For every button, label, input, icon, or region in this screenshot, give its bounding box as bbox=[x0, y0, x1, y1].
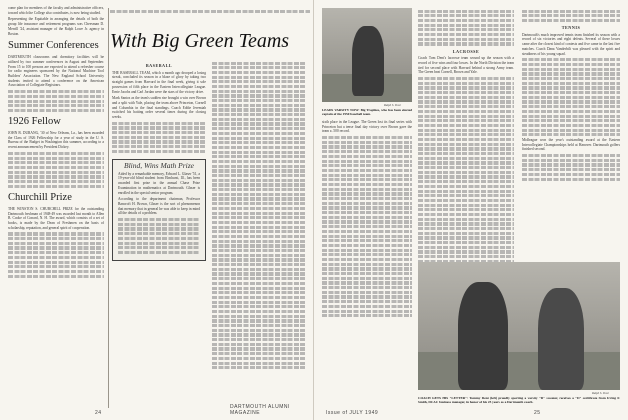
right-page bbox=[314, 0, 628, 420]
photo2-caption: COACH GETS HIS "LETTER": Tommy Dent (left) proudly sporting a varsity "D" sweater, receives a "D" certificate from Irving F. Smith, DCAC business manager, in honor of his 25 years as a Dartmouth coach. bbox=[418, 396, 620, 405]
title-preface-text bbox=[110, 8, 310, 14]
right-column-1 bbox=[322, 120, 412, 319]
left-footer-label: DARTMOUTH ALUMNI MAGAZINE bbox=[230, 404, 290, 416]
right-footer-label: Issue of JULY 1949 bbox=[326, 410, 379, 416]
right-page-number: 25 bbox=[534, 410, 541, 416]
right-col1-body: sixth place in the League. The Green lost its final series with Princeton but a tense final day victory over Brown gave the team a .500 record. bbox=[322, 120, 412, 134]
page-title: With Big Green Teams bbox=[110, 30, 290, 52]
baseball-body-2: Mark Santos as the team's sudden rise brought a win over Brown and a split with Yale, placing the team above Princeton, Cornell and Columbia in the final standings. Coach Eddie Jeremiah switched his batting order several times during the closing weeks. bbox=[112, 96, 206, 120]
left-column-3 bbox=[212, 60, 306, 371]
section-heading-churchill-prize: Churchill Prize bbox=[8, 191, 72, 203]
baseball-captain-photo bbox=[322, 8, 412, 102]
photo1-caption: LEADS VARSITY NOW: Big Trophies, who has been elected captain of the 1950 baseball team. bbox=[322, 108, 412, 117]
section-body-churchill-prize: THE WINSTON S. CHURCHILL PRIZE for the outstanding Dartmouth freshman of 1948-49 was awarded last month to Allen B. Cooke of Conard, N. H. The award, which consists of a set of books, is made by the Dean of Freshmen on the basis of scholarship, reputation, and general spirit of cooperation. bbox=[8, 206, 104, 230]
left-page-number: 24 bbox=[95, 410, 102, 416]
lacrosse-body: Coach Tom Dent's lacrosse team wound up the season with a record of five wins and four losses. In the North Division the team tied for second place with Harvard behind a strong Army team. The Green beat Cornell, Brown and Yale. bbox=[418, 56, 514, 75]
right-column-3 bbox=[522, 8, 620, 182]
left-column-2 bbox=[112, 60, 206, 261]
section-body-summer-conferences: DARTMOUTH classrooms and dormitory facilities will be utilized by two summer conferences in August and September. From 15 to 100 persons are expected to attend a refresher course for radio engineers sponsored by the National Machine Tool Builders' Association. The New England School University students invited to attend a conference on the American Association of Collegiate Registrars. bbox=[8, 55, 104, 88]
right-column-2 bbox=[418, 8, 514, 293]
tennis-subhead: TENNIS bbox=[561, 25, 581, 31]
photo1-credit: Ralph S. Dust bbox=[384, 103, 401, 107]
blind-box-body: Aided by a remarkable memory, Edward L. Glaser '51, a 19-year-old blind student from Elmhurst, Ill., has been awarded first prize in the annual Chase Prize Examination in mathematics at Dartmouth. Glaser is enrolled in the special senior program. bbox=[118, 171, 200, 195]
photo2-credit: Ralph S. Dust bbox=[592, 391, 609, 395]
section-heading-1926-fellow: 1926 Fellow bbox=[8, 116, 61, 128]
baseball-body: THE BASEBALL TEAM, which a month ago drooped a losing streak, concluded its season in a blaze of glory by taking two straight games from Harvard in the final week, giving it sole possession of fifth place in the Eastern Intercollegiate League. Ernie Jacobs and Carl Jordan were the stars of the victory drive. bbox=[112, 70, 206, 94]
baseball-subhead: BASEBALL bbox=[145, 63, 173, 68]
left-folio bbox=[95, 410, 102, 416]
blind-box-title: Blind, Wins Math Prize bbox=[124, 161, 194, 171]
intro-paragraph: come plan for members of the faculty and administrative officers, toward which the College also contributes, is now being studied. bbox=[8, 6, 104, 15]
lacrosse-subhead: LACROSSE bbox=[452, 48, 480, 54]
left-column-1 bbox=[8, 6, 104, 279]
blind-box-body-2: According to the department chairman, Professor Bancroft H. Brown, Glaser is the sort of phenomenon that memory that in general he was able to keep in mind all the details of a problem. bbox=[118, 197, 200, 216]
intro-paragraph-2: Representing the Equitable in arranging the details of both the group life insurance and retirement programs was Cheesman D. Merrill '24, assistant manager of the Ralph Lowe Jr. agency in Boston. bbox=[8, 17, 104, 36]
tennis-body: Dartmouth's much improved tennis team finished its season with a record of six victories and eight defeats. Several of these losses came after the closest kind of contests and five came in the last five matches. Coach Dana Vanderbilt was pleased with the spirit and steadiness of his young squad. bbox=[522, 32, 620, 56]
section-heading-summer-conferences: Summer Conferences bbox=[8, 40, 99, 52]
section-body-1926-fellow: JOHN B. DURANG, '30 of New Orleans, La., has been awarded the Class of 1926 Fellowship for a year of study in the U. S. Bureau of the Budget in Washington this summer, according to a recent announcement by President Dickey. bbox=[8, 131, 104, 150]
blind-math-prize-box bbox=[112, 159, 206, 261]
coach-letter-photo bbox=[418, 262, 620, 390]
right-folio bbox=[534, 410, 541, 416]
midleague-body: Midleague won the year's outstanding award at the Eastern Intercollegiate Championships held at Hanover. Dartmouth golfers finished second. bbox=[522, 137, 620, 152]
